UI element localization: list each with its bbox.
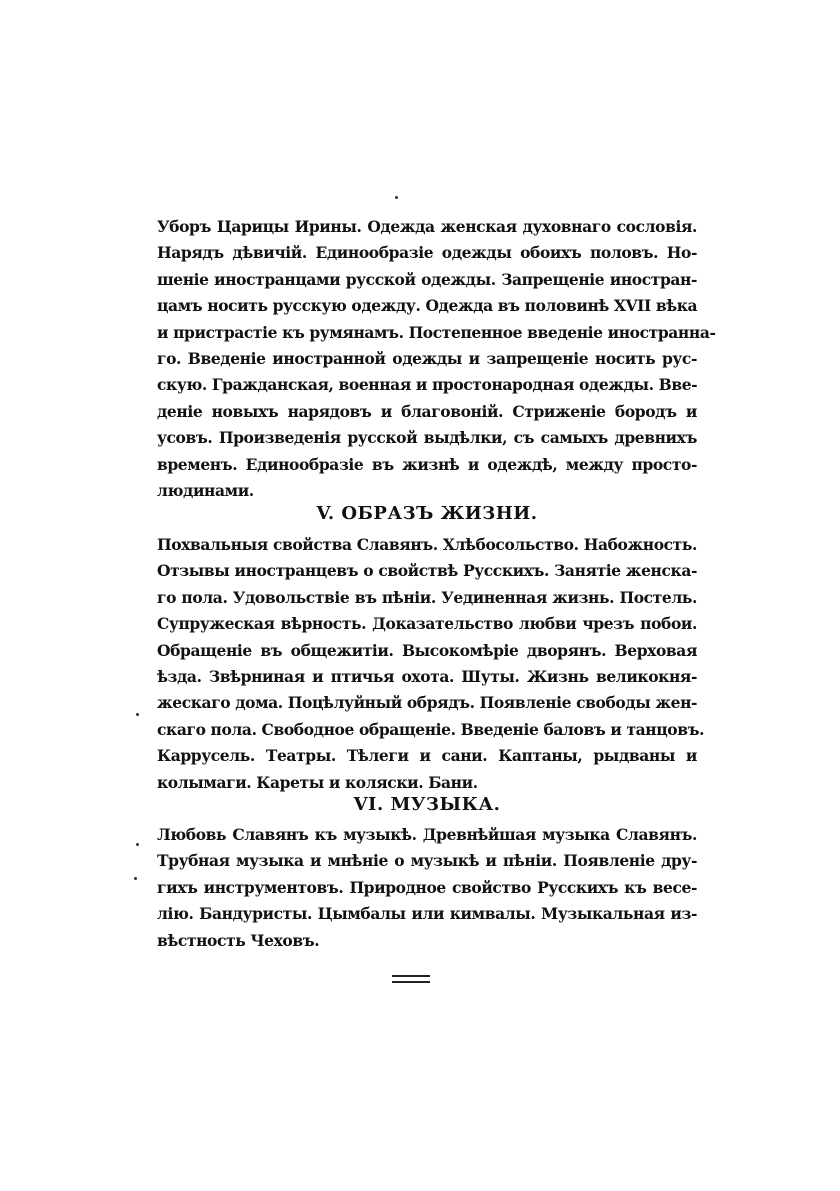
text-line: Любовь Славянъ къ музыкѣ. Древнѣйшая музыка Славянъ.: [157, 825, 697, 844]
text-line: лію. Бандуристы. Цымбалы или кимвалы. Музыкальная из-: [157, 904, 697, 924]
section-6-heading: VI. МУЗЫКА.: [353, 794, 501, 815]
print-speck: [395, 196, 398, 199]
text-line: Нарядъ дѣвичій. Единообразіе одежды обоихъ половъ. Но-: [157, 243, 697, 263]
text-line: Похвальныя свойства Славянъ. Хлѣбосольство. Набожность.: [157, 535, 697, 554]
text-line: деніе новыхъ нарядовъ и благовоній. Стриженіе бородъ и: [157, 401, 697, 421]
text-line: временъ. Единообразіе въ жизнѣ и одеждѣ, между просто-: [157, 454, 697, 474]
text-line: Отзывы иностранцевъ о свойствѣ Русскихъ. Занятіе женска-: [157, 561, 697, 581]
text-line: цамъ носить русскую одежду. Одежда въ половинѣ XVII вѣка: [157, 296, 698, 316]
section-5-heading: V. ОБРАЗЪ ЖИЗНИ.: [316, 503, 538, 524]
text-line: го. Введеніе иностранной одежды и запрещеніе носить рус-: [157, 348, 697, 368]
text-line: усовъ. Произведенія русской выдѣлки, съ самыхъ древнихъ: [157, 428, 697, 448]
section-4-continuation: [157, 214, 716, 504]
end-rule-bottom: [392, 981, 430, 983]
text-line: скаго пола. Свободное обращеніе. Введеніе баловъ и танцовъ.: [157, 719, 705, 739]
text-line: людинами.: [157, 480, 254, 500]
section-5-contents: [157, 532, 705, 796]
section-6-contents: [157, 822, 697, 954]
text-line: жескаго дома. Поцѣлуйный обрядъ. Появленіе свободы жен-: [157, 693, 698, 713]
print-speck: [136, 713, 139, 716]
text-line: Уборъ Царицы Ирины. Одежда женская духовнаго сословія.: [157, 217, 697, 236]
text-line: ѣзда. Звѣрниная и птичья охота. Шуты. Жизнь великокня-: [157, 666, 697, 686]
text-line: Трубная музыка и мнѣніе о музыкѣ и пѣніи. Появленіе дру-: [157, 851, 697, 871]
text-line: колымаги. Кареты и коляски. Бани.: [157, 772, 478, 792]
text-line: Обращеніе въ общежитіи. Высокомѣріе дворянъ. Верховая: [157, 640, 697, 660]
end-rule-top: [392, 975, 430, 977]
text-line: гихъ инструментовъ. Природное свойство Русскихъ къ весе-: [157, 877, 697, 897]
text-line: скую. Гражданская, военная и простонародная одежды. Вве-: [157, 375, 698, 395]
text-line: го пола. Удовольствіе въ пѣніи. Уединенная жизнь. Постель.: [157, 587, 697, 607]
print-speck: [136, 843, 139, 846]
text-line: шеніе иностранцами русской одежды. Запрещеніе иностран-: [157, 269, 697, 289]
text-line: и пристрастіе къ румянамъ. Постепенное введеніе иностранна-: [157, 322, 716, 342]
print-speck: [134, 877, 137, 880]
text-line: вѣстность Чеховъ.: [157, 930, 320, 950]
text-line: Каррусель. Театры. Тѣлеги и сани. Каптаны, рыдваны и: [157, 746, 697, 766]
text-line: Супружеская вѣрность. Доказательство любви чрезъ побои.: [157, 614, 697, 634]
